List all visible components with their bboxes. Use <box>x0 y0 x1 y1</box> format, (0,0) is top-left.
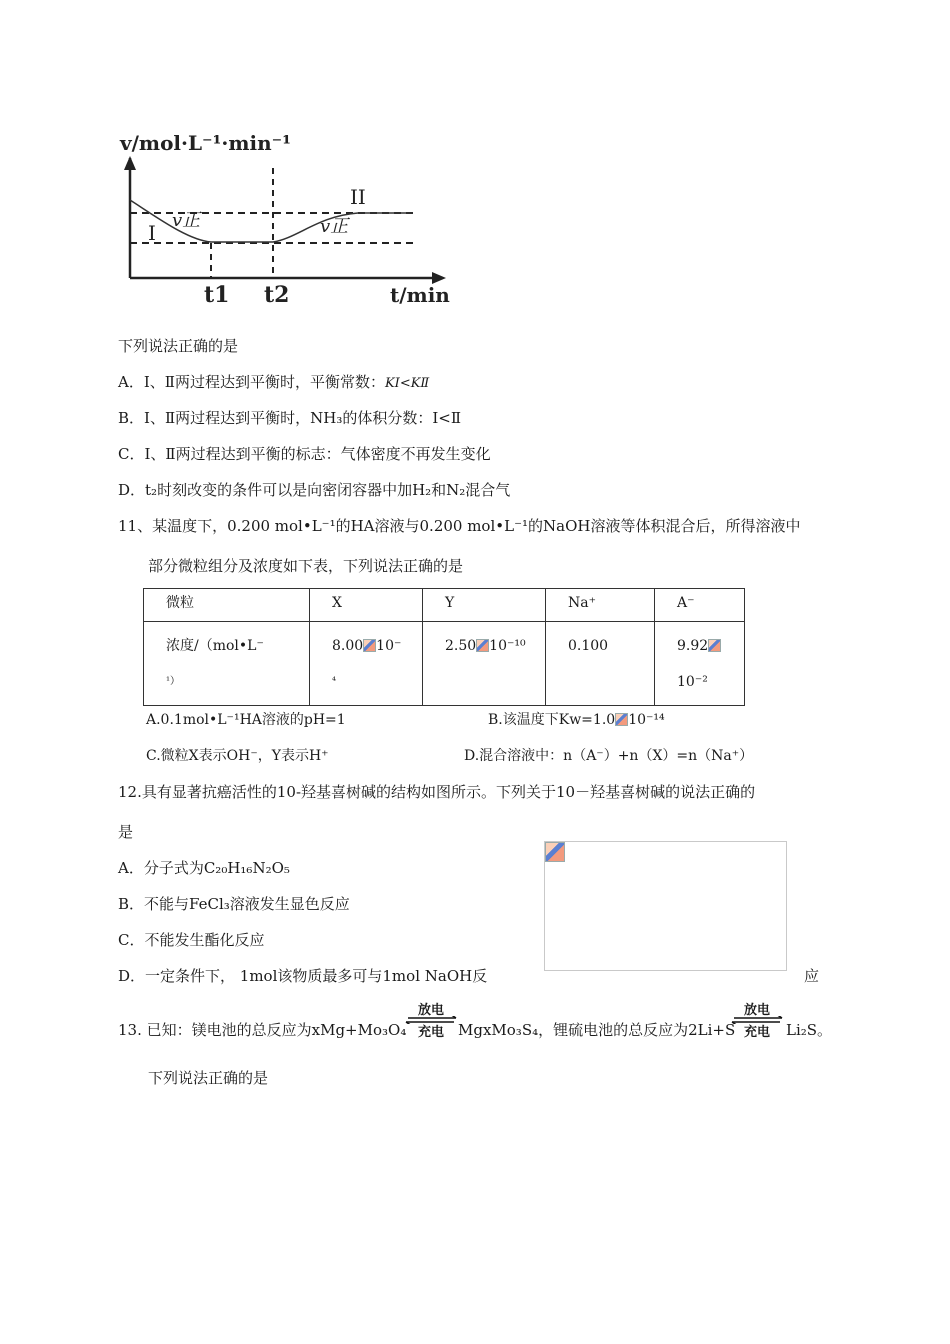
q12-option-b: B．不能与FeCl₃溶液发生显色反应 <box>118 895 350 913</box>
q12-stem-line2: 是 <box>118 823 134 841</box>
table-cell-label <box>144 622 310 706</box>
graph-y-axis-label: v/mol·L⁻¹·min⁻¹ <box>120 131 291 155</box>
table-header-a: A⁻ <box>655 589 745 622</box>
table-header-y: Y <box>423 589 546 622</box>
q12-option-a: A．分子式为C₂₀H₁₆N₂O₅ <box>118 859 290 877</box>
graph-x-axis-label: t/min <box>390 283 450 307</box>
q11-stem-line2: 部分微粒组分及浓度如下表，下列说法正确的是 <box>148 557 464 575</box>
times-symbol-image <box>476 639 489 652</box>
q13-part1: 13. 已知：镁电池的总反应为xMg+Mo₃O₄ <box>118 1021 407 1039</box>
q12-option-c: C．不能发生酯化反应 <box>118 931 265 949</box>
times-symbol-image <box>363 639 376 652</box>
q13-part2: MgxMo₃S₄，锂硫电池的总反应为2Li+S <box>458 1021 736 1039</box>
cell-y-exp: 10⁻¹⁰ <box>489 638 526 654</box>
arrow-1-bottom-label: 充电 <box>417 1025 444 1040</box>
table-cell-na: 0.100 <box>546 622 655 706</box>
q10-option-d: D．t₂时刻改变的条件可以是向密闭容器中加H₂和N₂混合气 <box>118 481 511 499</box>
cell-x-exp: 10⁻ <box>376 638 402 654</box>
table-label-line2: ¹） <box>166 676 181 687</box>
graph-region-1-label: I <box>148 221 156 245</box>
q10-option-b: B．Ⅰ、Ⅱ两过程达到平衡时，NH₃的体积分数：Ⅰ<Ⅱ <box>118 409 462 427</box>
structure-image-frame <box>544 841 787 971</box>
table-header-na: Na⁺ <box>546 589 655 622</box>
q12-option-d: D．一定条件下， 1mol该物质最多可与1mol NaOH反 <box>118 967 488 985</box>
q13-part3: Li₂S。 <box>786 1021 833 1039</box>
arrow-2-top-label: 放电 <box>743 1003 770 1018</box>
graph-t2-label: t2 <box>264 282 290 308</box>
graph-region-2-label: II <box>350 185 366 209</box>
table-row <box>144 622 745 706</box>
cell-y-mantissa: 2.50 <box>445 638 477 654</box>
rate-time-graph <box>118 128 463 310</box>
table-header-x: X <box>310 589 423 622</box>
table-header-row <box>144 589 745 622</box>
cell-a-exp: 10⁻² <box>677 674 708 690</box>
table-header-species: 微粒 <box>144 589 310 622</box>
q11-concentration-table <box>143 588 745 706</box>
q11-option-b-text: B.该温度下Kw=1.0 <box>488 712 616 728</box>
arrow-2-bottom-label: 充电 <box>743 1025 770 1040</box>
q11-option-c: C.微粒X表示OH⁻，Y表示H⁺ <box>146 748 329 764</box>
cell-x-mantissa: 8.00 <box>332 638 364 654</box>
graph-v-label-2: v正 <box>320 216 349 237</box>
q12-stem-line1: 12.具有显著抗癌活性的10-羟基喜树碱的结构如图所示。下列关于10－羟基喜树碱的说法正确的 <box>118 783 756 801</box>
broken-image-icon <box>545 842 565 862</box>
q10-option-a <box>118 372 429 394</box>
times-symbol-image <box>708 639 721 652</box>
table-cell-a <box>655 622 745 706</box>
q11-option-b-exp: 10⁻¹⁴ <box>628 712 665 728</box>
q10-stem: 下列说法正确的是 <box>118 337 239 355</box>
q11-option-b <box>488 710 665 730</box>
discharge-charge-arrow-1 <box>404 1000 458 1040</box>
arrow-1-top-label: 放电 <box>417 1003 444 1018</box>
q11-option-a: A.0.1mol•L⁻¹HA溶液的pH=1 <box>146 712 346 728</box>
q10-option-c: C．Ⅰ、Ⅱ两过程达到平衡的标志：气体密度不再发生变化 <box>118 445 491 463</box>
q11-stem-line1: 11、某温度下，0.200 mol•L⁻¹的HA溶液与0.200 mol•L⁻¹的NaOH溶液等体积混合后，所得溶液中 <box>118 517 801 535</box>
q13-stem2: 下列说法正确的是 <box>148 1069 269 1087</box>
table-cell-x <box>310 622 423 706</box>
table-label-line1: 浓度/（mol•L⁻ <box>166 638 264 654</box>
graph-t1-label: t1 <box>204 282 230 308</box>
q10-option-a-formula: KⅠ<KⅡ <box>384 376 430 391</box>
table-cell-y <box>423 622 546 706</box>
graph-v-label-1: v正 <box>172 210 201 231</box>
q10-option-a-text: A．Ⅰ、Ⅱ两过程达到平衡时，平衡常数： <box>118 373 385 391</box>
q11-option-d: D.混合溶液中：n（A⁻）+n（X）=n（Na⁺） <box>464 748 754 764</box>
discharge-charge-arrow-2 <box>730 1000 784 1040</box>
cell-x-exp-wrap: ⁴ <box>332 676 337 687</box>
q12-option-d-end: 应 <box>804 967 820 985</box>
graph-y-arrow <box>124 156 136 170</box>
cell-a-mantissa: 9.92 <box>677 638 709 654</box>
times-symbol-image <box>615 713 628 726</box>
